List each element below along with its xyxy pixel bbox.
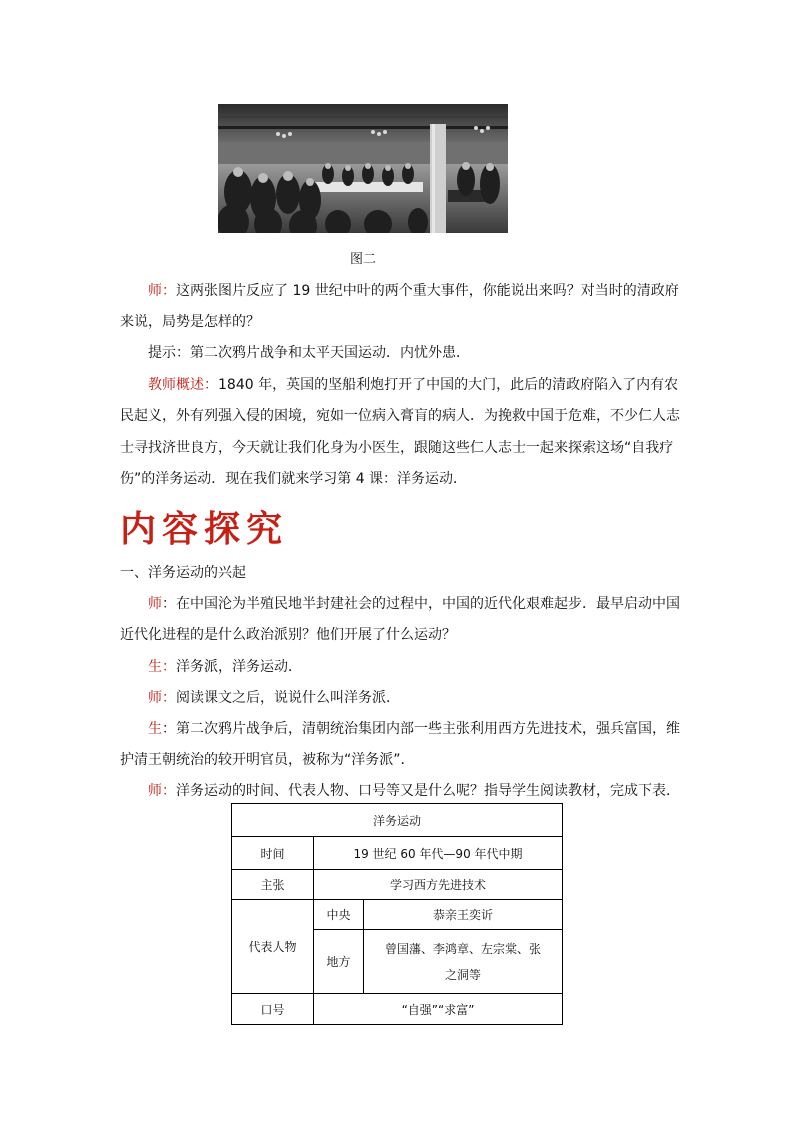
yangwu-table (231, 803, 563, 1025)
overview-text-2: 民起义，外有列强入侵的困境，宛如一位病入膏肓的病人．为挽救中国于危难，不少仁人志 (120, 408, 680, 424)
table-value-local (364, 930, 563, 994)
speaker-teacher: 师： (148, 690, 176, 706)
dialogue-text: 洋务运动的时间、代表人物、口号等又是什么呢？指导学生阅读教材，完成下表． (176, 783, 680, 799)
speaker-teacher: 师： (148, 783, 176, 799)
table-label-local: 地方 (314, 930, 364, 994)
table-value-time: 19 世纪 60 年代—90 年代中期 (314, 837, 563, 870)
table-value-central: 恭亲王奕䜣 (364, 900, 563, 930)
overview-text: 1840 年，英国的坚船利炮打开了中国的大门，此后的清政府陷入了内有农 (218, 377, 679, 393)
question-text-cont: 来说，局势是怎样的？ (120, 314, 260, 330)
section-title: 一、洋务运动的兴起 (120, 565, 246, 581)
table-value-claim: 学习西方先进技术 (314, 870, 563, 900)
table-value-slogan: “自强”“求富” (314, 994, 563, 1025)
table-label-central: 中央 (314, 900, 364, 930)
hint-text: 提示：第二次鸦片战争和太平天国运动．内忧外患． (148, 345, 470, 361)
table-title: 洋务运动 (232, 804, 563, 837)
overview-text-4: 伤”的洋务运动．现在我们就来学习第 4 课：洋务运动． (120, 471, 468, 487)
speaker-student: 生： (148, 659, 176, 675)
section-heading: 内容探究 (120, 508, 289, 550)
intro-section (0, 0, 794, 500)
table-label-slogan: 口号 (232, 994, 314, 1025)
table-value-local-line2: 之洞等 (444, 967, 481, 982)
table-value-local-line1: 曾国藩、李鸿章、左宗棠、张 (384, 941, 541, 956)
dialogue-text: 洋务派，洋务运动． (176, 659, 302, 675)
speaker-student: 生 (148, 721, 162, 737)
dialogue-text: ：在中国沦为半殖民地半封建社会的过程中，中国的近代化艰难起步．最早启动中国 (162, 596, 680, 612)
table-label-time: 时间 (232, 837, 314, 870)
figure-caption: 图二 (349, 252, 376, 267)
speaker-teacher-overview: 教师概述： (148, 377, 218, 393)
dialogue-text-cont: 护清王朝统治的较开明官员，被称为“洋务派”． (120, 752, 415, 768)
table-label-people: 代表人物 (232, 900, 314, 994)
question-text: 这两张图片反应了 19 世纪中叶的两个重大事件，你能说出来吗？对当时的清政府 (176, 283, 679, 299)
speaker-teacher: 师： (148, 283, 176, 299)
dialogue-text-cont: 近代化进程的是什么政治派别？他们开展了什么运动？ (120, 627, 456, 643)
speaker-teacher: 师 (148, 596, 162, 612)
overview-text-3: 士寻找济世良方，今天就让我们化身为小医生，跟随这些仁人志士一起来探索这场“自我疗 (120, 440, 674, 456)
dialogue-text: ：第二次鸦片战争后，清朝统治集团内部一些主张利用西方先进技术，强兵富国，维 (162, 721, 680, 737)
table-label-claim: 主张 (232, 870, 314, 900)
dialogue-text: 阅读课文之后，说说什么叫洋务派． (176, 690, 400, 706)
